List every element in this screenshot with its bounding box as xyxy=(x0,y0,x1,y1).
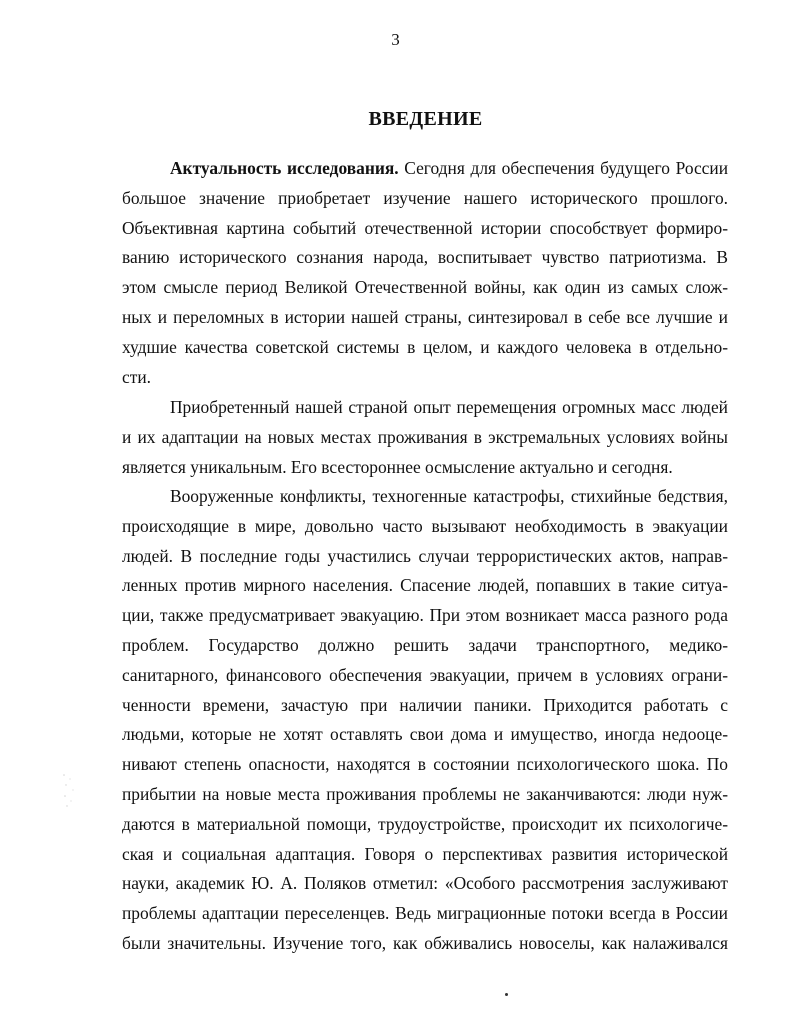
paragraph-line: людей. В последние годы участились случаи террористических актов, направ- xyxy=(122,545,728,566)
paragraph-line: науки, академик Ю. А. Поляков отметил: «Особого рассмотрения заслуживают xyxy=(122,873,728,894)
paragraph-line: худшие качества советской системы в целом, и каждого человека в отдельно- xyxy=(122,336,728,357)
scan-noise xyxy=(60,770,78,810)
paragraph-line: и их адаптации на новых местах проживания в экстремальных условиях войны xyxy=(122,426,728,447)
paragraph-line: ванию исторического сознания народа, воспитывает чувство патриотизма. В xyxy=(122,247,728,268)
paragraph-line: нивают степень опасности, находятся в состоянии психологического шока. По xyxy=(122,754,728,775)
paragraph-line-text: Сегодня для обеспечения будущего России xyxy=(398,158,728,178)
paragraph-line: людьми, которые не хотят оставлять свои дома и имущество, иногда недооце- xyxy=(122,724,728,745)
paragraph-line: ленных против мирного населения. Спасение людей, попавших в такие ситуа- xyxy=(122,575,728,596)
paragraph-line: санитарного, финансового обеспечения эвакуации, причем в условиях ограни- xyxy=(122,664,728,685)
paragraph-conflicts xyxy=(122,482,728,959)
paragraph-line: были значительны. Изучение того, как обживались новоселы, как налаживался xyxy=(122,932,728,953)
paragraph-line: Объективная картина событий отечественной истории способствует формиро- xyxy=(122,217,728,238)
paragraph-line: даются в материальной помощи, трудоустройстве, происходит их психологиче- xyxy=(122,813,728,834)
paragraph-line: сти. xyxy=(122,366,151,387)
paragraph-line: ции, также предусматривает эвакуацию. При этом возникает масса разного рода xyxy=(122,605,728,626)
paragraph-line xyxy=(122,154,728,184)
paragraph-line: ных и переломных в истории нашей страны, синтезировал в себе все лучшие и xyxy=(122,306,728,327)
page-title: ВВЕДЕНИЕ xyxy=(368,108,483,130)
paragraph-experience xyxy=(122,393,728,482)
paragraph-line: происходящие в мире, довольно часто вызывают необходимость в эвакуации xyxy=(122,515,728,536)
scan-speck xyxy=(505,993,508,996)
paragraph-line: ченности времени, зачастую при наличии паники. Приходится работать с xyxy=(122,694,728,715)
paragraph-line: является уникальным. Его всестороннее осмысление актуально и сегодня. xyxy=(122,456,673,477)
paragraph-line: проблем. Государство должно решить задачи транспортного, медико- xyxy=(122,634,728,655)
paragraph-relevance xyxy=(122,154,728,392)
paragraph-line: Вооруженные конфликты, техногенные катастрофы, стихийные бедствия, xyxy=(170,486,728,506)
page-number: 3 xyxy=(391,30,400,49)
paragraph-line: Приобретенный нашей страной опыт перемещения огромных масс людей xyxy=(170,397,728,417)
paragraph-lead: Актуальность исследования. xyxy=(170,158,399,178)
paragraph-line: прибытии на новые места проживания проблемы не заканчиваются: люди нуж- xyxy=(122,783,728,804)
paragraph-line: проблемы адаптации переселенцев. Ведь миграционные потоки всегда в России xyxy=(122,903,728,924)
paragraph-line: ская и социальная адаптация. Говоря о перспективах развития исторической xyxy=(122,843,728,864)
paragraph-line: большое значение приобретает изучение нашего исторического прошлого. xyxy=(122,187,728,208)
paragraph-line: этом смысле период Великой Отечественной войны, как один из самых слож- xyxy=(122,277,728,298)
